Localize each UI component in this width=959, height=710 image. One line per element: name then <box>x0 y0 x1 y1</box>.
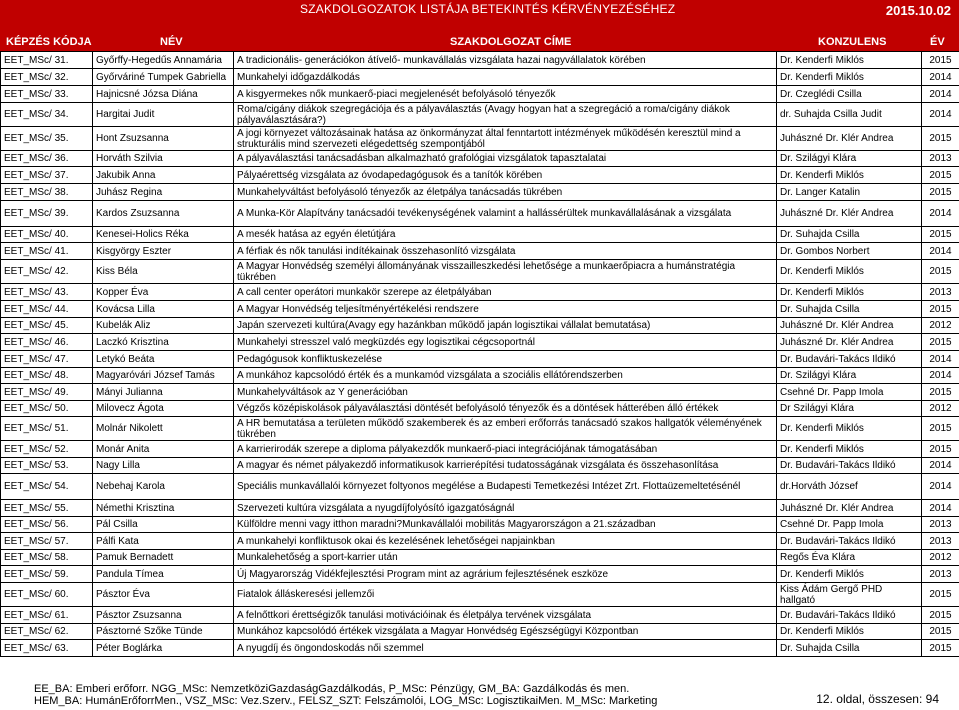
table-row <box>1 550 959 566</box>
cell-title: A munkahelyi konfliktusok okai és kezelésének lehetőségei napjainkban <box>234 533 777 550</box>
cell-code: EET_MSc/ 49. <box>1 384 93 401</box>
cell-advisor: Dr. Budavári-Takács Ildikó <box>777 533 922 550</box>
cell-advisor: Dr. Suhajda Csilla <box>777 301 922 318</box>
page-date: 2015.10.02 <box>885 3 951 18</box>
table-row <box>1 167 959 184</box>
cell-name: Pálfi Kata <box>93 533 234 550</box>
cell-name: Kenesei-Holics Réka <box>93 227 234 243</box>
cell-advisor: Juhászné Dr. Klér Andrea <box>777 201 922 227</box>
cell-title: Szervezeti kultúra vizsgálata a nyugdíjfolyósító igazgatóságnál <box>234 500 777 517</box>
cell-title: A férfiak és nők tanulási indítékainak összehasonlító vizsgálata <box>234 243 777 260</box>
cell-advisor: Juhászné Dr. Klér Andrea <box>777 334 922 351</box>
cell-year: 2013 <box>922 284 959 301</box>
cell-name: Hargitai Judit <box>93 103 234 127</box>
cell-advisor: Dr. Kenderfi Miklós <box>777 566 922 583</box>
cell-code: EET_MSc/ 40. <box>1 227 93 243</box>
table-row <box>1 500 959 517</box>
cell-name: Jakubik Anna <box>93 167 234 184</box>
cell-name: Kiss Béla <box>93 260 234 284</box>
table-row <box>1 384 959 401</box>
col-header-advisor: KONZULENS <box>818 36 887 48</box>
table-row <box>1 227 959 243</box>
table-row <box>1 301 959 318</box>
table-row <box>1 566 959 583</box>
cell-advisor: Dr. Budavári-Takács Ildikó <box>777 458 922 474</box>
cell-name: Molnár Nikolett <box>93 417 234 441</box>
cell-name: Pásztorné Szőke Tünde <box>93 624 234 640</box>
table-row <box>1 284 959 301</box>
cell-advisor: Dr. Budavári-Takács Ildikó <box>777 607 922 624</box>
cell-title: Új Magyarország Vidékfejlesztési Program mint az agrárium fejlesztésének eszköze <box>234 566 777 583</box>
table-row <box>1 151 959 167</box>
cell-title: Japán szervezeti kultúra(Avagy egy hazánkban működő japán logisztikai vállalat bemutatása) <box>234 318 777 334</box>
cell-year: 2015 <box>922 167 959 184</box>
table-row <box>1 607 959 624</box>
cell-code: EET_MSc/ 54. <box>1 474 93 500</box>
cell-year: 2013 <box>922 517 959 533</box>
cell-code: EET_MSc/ 63. <box>1 640 93 657</box>
cell-title: Speciális munkavállalói környezet foltyonos megélése a Budapesti Temetkezési Intézet Zrt. Flottaüzemeltetésénél <box>234 474 777 500</box>
table-row <box>1 86 959 103</box>
cell-name: Győrváriné Tumpek Gabriella <box>93 69 234 86</box>
cell-advisor: Dr. Kenderfi Miklós <box>777 167 922 184</box>
cell-code: EET_MSc/ 48. <box>1 368 93 384</box>
cell-advisor: Dr. Kenderfi Miklós <box>777 417 922 441</box>
cell-title: Munkahelyváltások az Y generációban <box>234 384 777 401</box>
cell-title: Roma/cigány diákok szegregációja és a pályaválasztás (Avagy hogyan hat a szegregáció a roma/cigány diákok pályaválasztására?) <box>234 103 777 127</box>
table-row <box>1 243 959 260</box>
cell-year: 2015 <box>922 52 959 69</box>
cell-name: Nebehaj Karola <box>93 474 234 500</box>
cell-name: Pál Csilla <box>93 517 234 533</box>
cell-code: EET_MSc/ 52. <box>1 441 93 458</box>
cell-advisor: dr.Horváth József <box>777 474 922 500</box>
cell-title: A tradicionális- generációkon átívelő- munkavállalás vizsgálata hazai nagyvállalatok körében <box>234 52 777 69</box>
cell-name: Kisgyörgy Eszter <box>93 243 234 260</box>
cell-advisor: Juhászné Dr. Klér Andrea <box>777 318 922 334</box>
cell-code: EET_MSc/ 35. <box>1 127 93 151</box>
cell-name: Nagy Lilla <box>93 458 234 474</box>
cell-advisor: dr. Suhajda Csilla Judit <box>777 103 922 127</box>
cell-name: Magyaróvári József Tamás <box>93 368 234 384</box>
cell-code: EET_MSc/ 57. <box>1 533 93 550</box>
cell-code: EET_MSc/ 39. <box>1 201 93 227</box>
cell-year: 2014 <box>922 201 959 227</box>
cell-year: 2014 <box>922 243 959 260</box>
cell-code: EET_MSc/ 41. <box>1 243 93 260</box>
cell-title: A nyugdíj és öngondoskodás női szemmel <box>234 640 777 657</box>
cell-year: 2015 <box>922 301 959 318</box>
cell-name: Mányi Julianna <box>93 384 234 401</box>
cell-title: Munkahelyi stresszel való megküzdés egy logisztikai cégcsoportnál <box>234 334 777 351</box>
cell-title: A magyar és német pályakezdő informatikusok karrierépítési tudatosságának vizsgálata és összehasonlítása <box>234 458 777 474</box>
table-row <box>1 517 959 533</box>
cell-title: A jogi környezet változásainak hatása az önkormányzat által fenntartott intézmények működésén keresztül mind a strukturális mind szervezeti elégedettség szempontjából <box>234 127 777 151</box>
cell-code: EET_MSc/ 53. <box>1 458 93 474</box>
cell-code: EET_MSc/ 37. <box>1 167 93 184</box>
cell-title: Végzős középiskolások pályaválasztási döntését befolyásoló tényezők és a döntések hátterében álló értékek <box>234 401 777 417</box>
col-header-code: KÉPZÉS KÓDJA <box>6 36 92 48</box>
cell-year: 2015 <box>922 184 959 201</box>
cell-name: Pásztor Zsuzsanna <box>93 607 234 624</box>
cell-year: 2013 <box>922 533 959 550</box>
table-row <box>1 201 959 227</box>
cell-year: 2014 <box>922 351 959 368</box>
table-row <box>1 318 959 334</box>
thesis-table <box>0 51 959 657</box>
cell-advisor: Dr. Szilágyi Klára <box>777 151 922 167</box>
cell-advisor: Dr Szilágyi Klára <box>777 401 922 417</box>
table-row <box>1 260 959 284</box>
cell-code: EET_MSc/ 59. <box>1 566 93 583</box>
table-row <box>1 69 959 86</box>
cell-advisor: Dr. Kenderfi Miklós <box>777 624 922 640</box>
cell-title: Fiatalok álláskeresési jellemzői <box>234 583 777 607</box>
cell-name: Hajnicsné Józsa Diána <box>93 86 234 103</box>
cell-advisor: Csehné Dr. Papp Imola <box>777 384 922 401</box>
cell-title: A felnőttkori érettségizők tanulási motivációinak és életpálya tervének vizsgálata <box>234 607 777 624</box>
cell-code: EET_MSc/ 61. <box>1 607 93 624</box>
cell-code: EET_MSc/ 36. <box>1 151 93 167</box>
cell-year: 2014 <box>922 458 959 474</box>
col-header-title: SZAKDOLGOZAT CÍME <box>450 36 572 48</box>
cell-code: EET_MSc/ 43. <box>1 284 93 301</box>
cell-code: EET_MSc/ 58. <box>1 550 93 566</box>
cell-year: 2015 <box>922 607 959 624</box>
cell-code: EET_MSc/ 45. <box>1 318 93 334</box>
cell-code: EET_MSc/ 44. <box>1 301 93 318</box>
cell-year: 2012 <box>922 401 959 417</box>
table-row <box>1 640 959 657</box>
cell-code: EET_MSc/ 38. <box>1 184 93 201</box>
cell-name: Letykó Beáta <box>93 351 234 368</box>
cell-code: EET_MSc/ 56. <box>1 517 93 533</box>
table-row <box>1 351 959 368</box>
cell-advisor: Dr. Kenderfi Miklós <box>777 52 922 69</box>
cell-year: 2015 <box>922 624 959 640</box>
cell-name: Pásztor Éva <box>93 583 234 607</box>
cell-title: A Magyar Honvédség teljesítményértékelési rendszere <box>234 301 777 318</box>
table-row <box>1 127 959 151</box>
cell-year: 2012 <box>922 550 959 566</box>
cell-name: Hont Zsuzsanna <box>93 127 234 151</box>
cell-advisor: Regős Éva Klára <box>777 550 922 566</box>
cell-year: 2015 <box>922 334 959 351</box>
col-header-year: ÉV <box>930 36 945 48</box>
cell-year: 2015 <box>922 127 959 151</box>
cell-code: EET_MSc/ 42. <box>1 260 93 284</box>
cell-year: 2015 <box>922 260 959 284</box>
cell-name: Juhász Regina <box>93 184 234 201</box>
cell-code: EET_MSc/ 60. <box>1 583 93 607</box>
cell-code: EET_MSc/ 33. <box>1 86 93 103</box>
cell-title: Pályaérettség vizsgálata az óvodapedagógusok és a tanítók körében <box>234 167 777 184</box>
footer-line-1: EE_BA: Emberi erőforr. NGG_MSc: NemzetköziGazdaságGazdálkodás, P_MSc: Pénzügy, GM_BA: Gazdálkodás és men. <box>34 683 630 695</box>
cell-name: Milovecz Ágota <box>93 401 234 417</box>
cell-name: Némethi Krisztina <box>93 500 234 517</box>
cell-title: Munkahelyváltást befolyásoló tényezők az életpálya tanácsadás tükrében <box>234 184 777 201</box>
cell-advisor: Dr. Gombos Norbert <box>777 243 922 260</box>
cell-year: 2014 <box>922 474 959 500</box>
table-row <box>1 441 959 458</box>
cell-title: Munkához kapcsolódó értékek vizsgálata a Magyar Honvédség Egészségügyi Központban <box>234 624 777 640</box>
table-row <box>1 624 959 640</box>
table-row <box>1 103 959 127</box>
cell-code: EET_MSc/ 32. <box>1 69 93 86</box>
cell-year: 2014 <box>922 103 959 127</box>
table-row <box>1 184 959 201</box>
cell-title: Külföldre menni vagy itthon maradni?Munkavállalói mobilitás Magyarországon a 21.században <box>234 517 777 533</box>
cell-year: 2015 <box>922 227 959 243</box>
table-row <box>1 52 959 69</box>
cell-year: 2014 <box>922 86 959 103</box>
cell-code: EET_MSc/ 62. <box>1 624 93 640</box>
cell-year: 2014 <box>922 368 959 384</box>
table-row <box>1 334 959 351</box>
cell-code: EET_MSc/ 34. <box>1 103 93 127</box>
cell-title: A Munka-Kör Alapítvány tanácsadói tevékenységének valamint a hallássérültek munkavállalásának a vizsgálata <box>234 201 777 227</box>
cell-name: Kopper Éva <box>93 284 234 301</box>
cell-advisor: Dr. Suhajda Csilla <box>777 227 922 243</box>
cell-year: 2012 <box>922 318 959 334</box>
table-row <box>1 368 959 384</box>
cell-title: A Magyar Honvédség személyi állományának visszailleszkedési lehetősége a munkaerőpiacra a humánstratégia tükrében <box>234 260 777 284</box>
cell-code: EET_MSc/ 51. <box>1 417 93 441</box>
cell-year: 2014 <box>922 69 959 86</box>
table-row <box>1 401 959 417</box>
cell-advisor: Dr. Suhajda Csilla <box>777 640 922 657</box>
cell-advisor: Dr. Czeglédi Csilla <box>777 86 922 103</box>
table-row <box>1 583 959 607</box>
cell-year: 2013 <box>922 151 959 167</box>
cell-code: EET_MSc/ 55. <box>1 500 93 517</box>
cell-title: A munkához kapcsolódó érték és a munkamód vizsgálata a szociális ellátórendszerben <box>234 368 777 384</box>
cell-title: Munkalehetőség a sport-karrier után <box>234 550 777 566</box>
cell-advisor: Dr. Kenderfi Miklós <box>777 284 922 301</box>
cell-title: A karrierirodák szerepe a diploma pályakezdők munkaerő-piaci integrációjának támogatásában <box>234 441 777 458</box>
table-row <box>1 458 959 474</box>
table-row <box>1 474 959 500</box>
cell-advisor: Dr. Kenderfi Miklós <box>777 260 922 284</box>
cell-name: Horváth Szilvia <box>93 151 234 167</box>
page-title: SZAKDOLGOZATOK LISTÁJA BETEKINTÉS KÉRVÉNYEZÉSÉHEZ <box>300 2 676 16</box>
cell-name: Győrffy-Hegedűs Annamária <box>93 52 234 69</box>
cell-title: A HR bemutatása a területen működő szakemberek és az emberi erőforrás tanácsadó szakos hallgatók véleményének tükrében <box>234 417 777 441</box>
cell-title: A mesék hatása az egyén életútjára <box>234 227 777 243</box>
cell-advisor: Juhászné Dr. Klér Andrea <box>777 500 922 517</box>
cell-name: Péter Boglárka <box>93 640 234 657</box>
cell-code: EET_MSc/ 50. <box>1 401 93 417</box>
cell-advisor: Dr. Kenderfi Miklós <box>777 441 922 458</box>
cell-name: Kubelák Aliz <box>93 318 234 334</box>
cell-title: A kisgyermekes nők munkaerő-piaci megjelenését befolyásoló tényezők <box>234 86 777 103</box>
footer-legend <box>34 683 734 707</box>
cell-year: 2015 <box>922 583 959 607</box>
cell-year: 2015 <box>922 640 959 657</box>
footer-line-2: HEM_BA: HumánErőforrMen., VSZ_MSc: Vez.Szerv., FELSZ_SZT: Felszámolói, LOG_MSc: LogisztikaiMen. M_MSc: Marketing <box>34 695 658 707</box>
cell-name: Monár Anita <box>93 441 234 458</box>
table-row <box>1 533 959 550</box>
page-number: 12. oldal, összesen: 94 <box>816 692 939 706</box>
cell-code: EET_MSc/ 47. <box>1 351 93 368</box>
cell-advisor: Dr. Kenderfi Miklós <box>777 69 922 86</box>
cell-code: EET_MSc/ 31. <box>1 52 93 69</box>
cell-name: Kardos Zsuzsanna <box>93 201 234 227</box>
cell-title: A call center operátori munkakör szerepe az életpályában <box>234 284 777 301</box>
cell-advisor: Juhászné Dr. Klér Andrea <box>777 127 922 151</box>
cell-code: EET_MSc/ 46. <box>1 334 93 351</box>
cell-year: 2015 <box>922 417 959 441</box>
cell-advisor: Dr. Szilágyi Klára <box>777 368 922 384</box>
cell-advisor: Dr. Langer Katalin <box>777 184 922 201</box>
cell-year: 2015 <box>922 441 959 458</box>
cell-year: 2013 <box>922 566 959 583</box>
column-header-row <box>0 34 959 51</box>
title-bar <box>0 0 959 34</box>
cell-advisor: Dr. Budavári-Takács Ildikó <box>777 351 922 368</box>
cell-name: Pamuk Bernadett <box>93 550 234 566</box>
table-row <box>1 417 959 441</box>
cell-advisor: Csehné Dr. Papp Imola <box>777 517 922 533</box>
cell-title: A pályaválasztási tanácsadásban alkalmazható grafológiai vizsgálatok tapasztalatai <box>234 151 777 167</box>
cell-name: Laczkó Krisztina <box>93 334 234 351</box>
cell-title: Pedagógusok konfliktuskezelése <box>234 351 777 368</box>
col-header-name: NÉV <box>160 36 183 48</box>
cell-year: 2015 <box>922 384 959 401</box>
cell-advisor: Kiss Ádám Gergő PHD hallgató <box>777 583 922 607</box>
cell-year: 2014 <box>922 500 959 517</box>
cell-name: Pandula Tímea <box>93 566 234 583</box>
cell-title: Munkahelyi időgazdálkodás <box>234 69 777 86</box>
cell-name: Kovácsa Lilla <box>93 301 234 318</box>
